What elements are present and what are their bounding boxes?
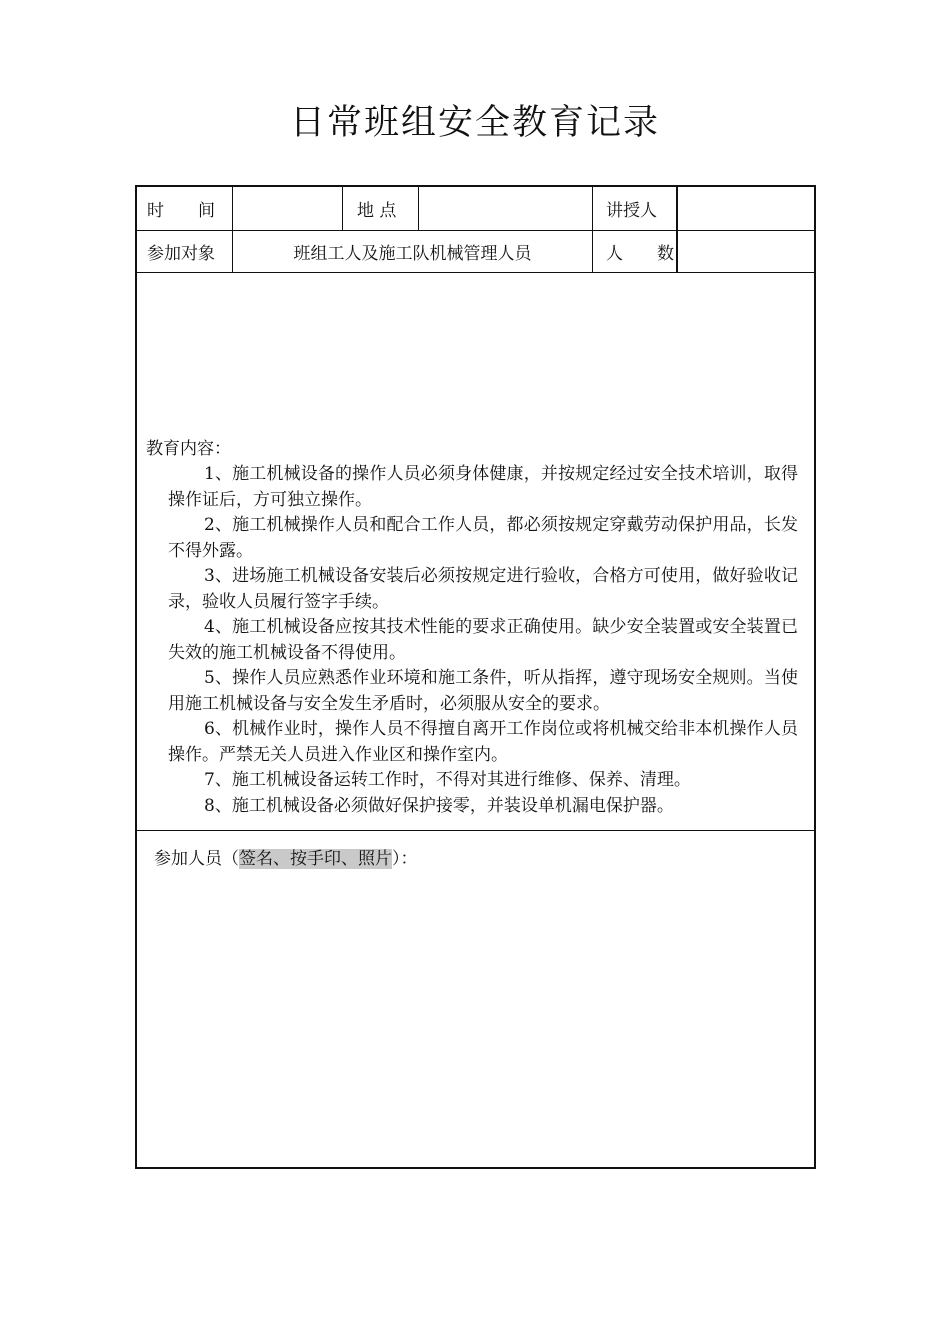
list-item: 7、施工机械设备运转工作时，不得对其进行维修、保养、清理。 — [204, 770, 691, 790]
education-record-form — [135, 185, 816, 1169]
content-heading: 教育内容： — [146, 439, 231, 459]
document-title: 日常班组安全教育记录 — [289, 103, 660, 143]
participants-label-highlight: 签名、按手印、照片 — [239, 849, 392, 869]
time-label-text: 时 间 — [147, 201, 215, 221]
audience-field[interactable] — [233, 230, 593, 272]
location-field[interactable] — [419, 187, 593, 230]
lecturer-label-text: 讲授人 — [606, 201, 657, 221]
lecturer-label — [593, 187, 678, 230]
participants-label-suffix: ）： — [392, 849, 418, 869]
education-content-section — [137, 273, 814, 831]
location-label — [343, 187, 419, 230]
participants-label — [154, 845, 418, 873]
list-item: 5、操作人员应熟悉作业环境和施工条件，听从指挥，遵守现场安全规则。当使用施工机械设备与安全发生矛盾时，必须服从安全的要求。 — [168, 668, 798, 714]
time-label — [137, 187, 233, 230]
audience-label — [137, 230, 233, 272]
count-label — [593, 230, 678, 272]
time-field[interactable] — [233, 187, 343, 230]
info-row-1 — [137, 187, 814, 231]
location-label-text: 地 点 — [357, 201, 397, 221]
list-item: 6、机械作业时，操作人员不得擅自离开工作岗位或将机械交给非本机操作人员操作。严禁无关人员进入作业区和操作室内。 — [168, 719, 798, 765]
count-label-text: 人 数 — [606, 243, 674, 264]
audience-value: 班组工人及施工队机械管理人员 — [293, 243, 532, 264]
safety-rules-list — [168, 462, 798, 819]
audience-label-text: 参加对象 — [147, 243, 215, 264]
list-item: 3、进场施工机械设备安装后必须按规定进行验收，合格方可使用，做好验收记录，验收人员履行签字手续。 — [168, 566, 798, 612]
list-item: 1、施工机械设备的操作人员必须身体健康，并按规定经过安全技术培训，取得操作证后，方可独立操作。 — [168, 464, 798, 510]
lecturer-field[interactable] — [678, 187, 814, 230]
list-item: 8、施工机械设备必须做好保护接零，并装设单机漏电保护器。 — [204, 795, 674, 816]
list-item: 2、施工机械操作人员和配合工作人员，都必须按规定穿戴劳动保护用品，长发不得外露。 — [168, 515, 798, 561]
count-field[interactable] — [678, 230, 814, 272]
list-item: 4、施工机械设备应按其技术性能的要求正确使用。缺少安全装置或安全装置已失效的施工机械设备不得使用。 — [168, 617, 798, 663]
info-row-2 — [137, 230, 814, 273]
participants-label-prefix: 参加人员（ — [154, 849, 239, 869]
